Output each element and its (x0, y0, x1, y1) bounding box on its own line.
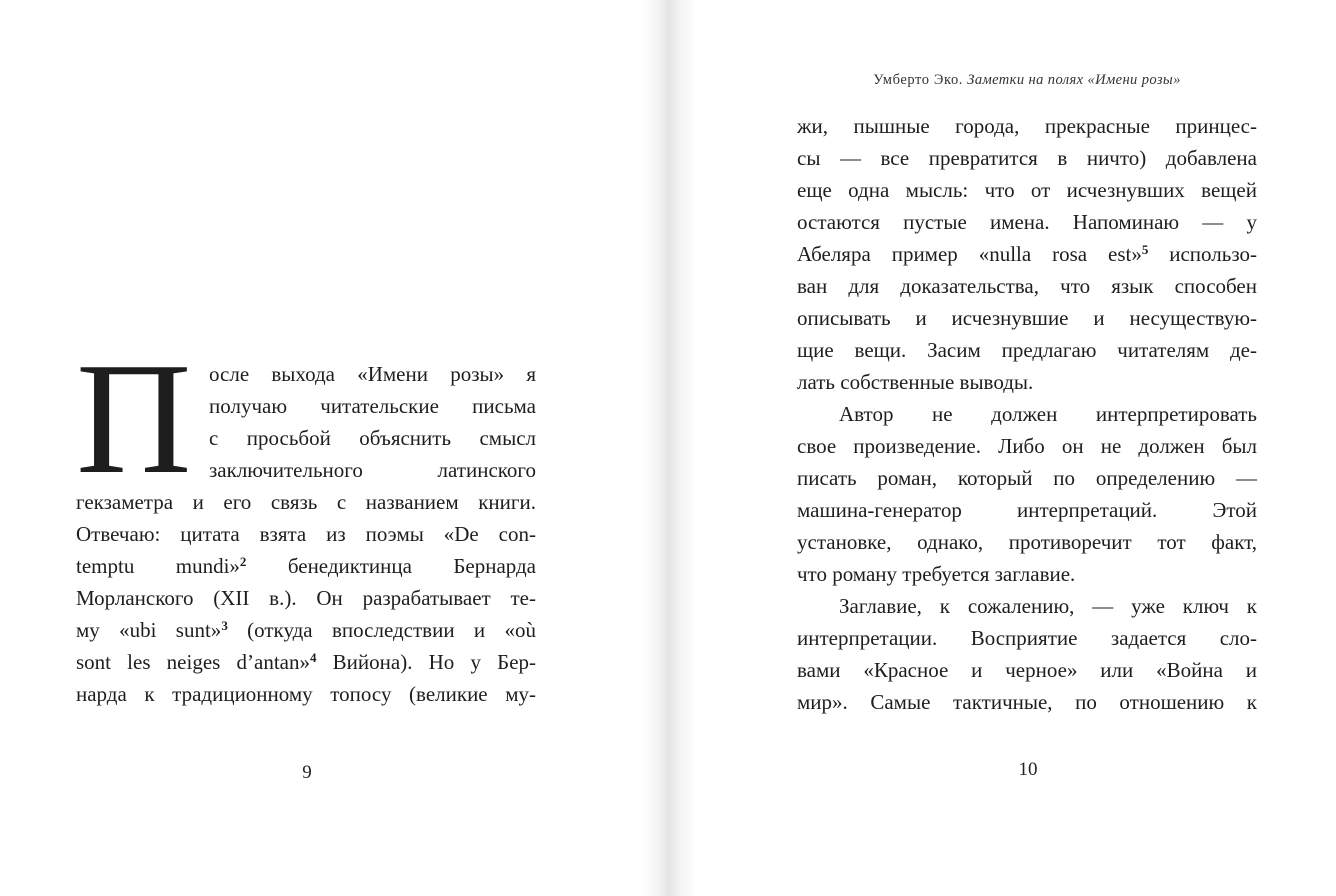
text-line (797, 398, 1257, 430)
line-text: Морланского (XII в.). Он разрабатывает те- (76, 586, 536, 610)
text-line (76, 486, 536, 518)
text-line (797, 686, 1257, 718)
text-line (76, 678, 536, 710)
line-text: что роману требуется заглавие. (797, 562, 1076, 586)
line-text: temptu mundi» (76, 554, 240, 578)
line-text: сы — все превратится в ничто) добавлена (797, 146, 1257, 170)
text-line (797, 558, 1257, 590)
line-text: машина-генератор интерпретаций. Этой (797, 498, 1257, 522)
text-line (797, 622, 1257, 654)
line-text: вами «Красное и черное» или «Война и (797, 658, 1257, 682)
footnote-marker[interactable]: 2 (239, 554, 247, 569)
footnote-marker[interactable]: 5 (1141, 242, 1149, 257)
line-text: щие вещи. Засим предлагаю читателям де- (797, 338, 1257, 362)
text-line (797, 270, 1257, 302)
text-line (797, 206, 1257, 238)
line-text-continued: (откуда впоследствии и «où (227, 618, 536, 642)
text-line (797, 590, 1257, 622)
line-text: установке, однако, противоречит тот факт, (797, 530, 1257, 554)
page-number-left: 9 (302, 762, 312, 783)
line-text: sont les neiges d’antan» (76, 650, 310, 674)
text-line: получаю читательские письма (209, 394, 536, 418)
line-text: описывать и исчезнувшие и несуществую- (797, 306, 1257, 330)
right-page-body-text (797, 110, 1257, 718)
line-text: Абеляра пример «nulla rosa est» (797, 242, 1142, 266)
text-line: осле выхода «Имени розы» я (209, 362, 536, 386)
text-line (797, 334, 1257, 366)
line-text: еще одна мысль: что от исчезнувших вещей (797, 178, 1257, 202)
dropcap-paragraph-lines (209, 358, 536, 486)
line-text: Автор не должен интерпретировать (839, 402, 1257, 426)
running-head (797, 72, 1257, 89)
text-line (797, 142, 1257, 174)
line-text: ван для доказательства, что язык способен (797, 274, 1257, 298)
line-text: Заглавие, к сожалению, — уже ключ к (839, 594, 1257, 618)
running-head-author: Умберто Эко. (873, 72, 964, 88)
line-text: гекзаметра и его связь с названием книги. (76, 490, 536, 514)
text-line (797, 174, 1257, 206)
text-line (797, 302, 1257, 334)
footnote-marker[interactable]: 4 (309, 650, 317, 665)
line-text: жи, пышные города, прекрасные принцес- (797, 114, 1257, 138)
text-line (797, 110, 1257, 142)
text-line (797, 462, 1257, 494)
line-text-continued: использо- (1148, 242, 1257, 266)
line-text: остаются пустые имена. Напоминаю — у (797, 210, 1257, 234)
line-text: Отвечаю: цитата взята из поэмы «De con- (76, 522, 536, 546)
line-text: лать собственные выводы. (797, 370, 1034, 394)
line-text: мир». Самые тактичные, по отношению к (797, 690, 1257, 714)
gutter-shadow-right (668, 0, 698, 896)
gutter-shadow-left (642, 0, 668, 896)
text-line (76, 614, 536, 646)
page-number-right: 10 (1018, 759, 1038, 780)
line-text-continued: бенедиктинца Бернарда (246, 554, 536, 578)
line-text: писать роман, который по определению — (797, 466, 1257, 490)
footnote-marker[interactable]: 3 (221, 618, 228, 633)
text-line (797, 526, 1257, 558)
text-line: с просьбой объяснить смысл (209, 426, 536, 450)
text-line (76, 646, 536, 678)
text-line (76, 582, 536, 614)
line-text: интерпретации. Восприятие задается сло- (797, 626, 1257, 650)
text-line (76, 518, 536, 550)
text-line (76, 550, 536, 582)
line-text: свое произведение. Либо он не должен был (797, 434, 1257, 458)
drop-cap: П (76, 329, 192, 507)
line-text: нарда к традиционному топосу (великие му- (76, 682, 536, 706)
line-text: му «ubi sunt» (76, 618, 222, 642)
running-head-title: Заметки на полях «Имени розы» (967, 72, 1181, 88)
text-line (797, 654, 1257, 686)
text-line (797, 494, 1257, 526)
text-line (797, 430, 1257, 462)
text-line: заключительного латинского (209, 458, 536, 482)
line-text-continued: Вийона). Но у Бер- (316, 650, 537, 674)
text-line (797, 238, 1257, 270)
left-page-body-text (76, 486, 536, 710)
text-line (797, 366, 1257, 398)
